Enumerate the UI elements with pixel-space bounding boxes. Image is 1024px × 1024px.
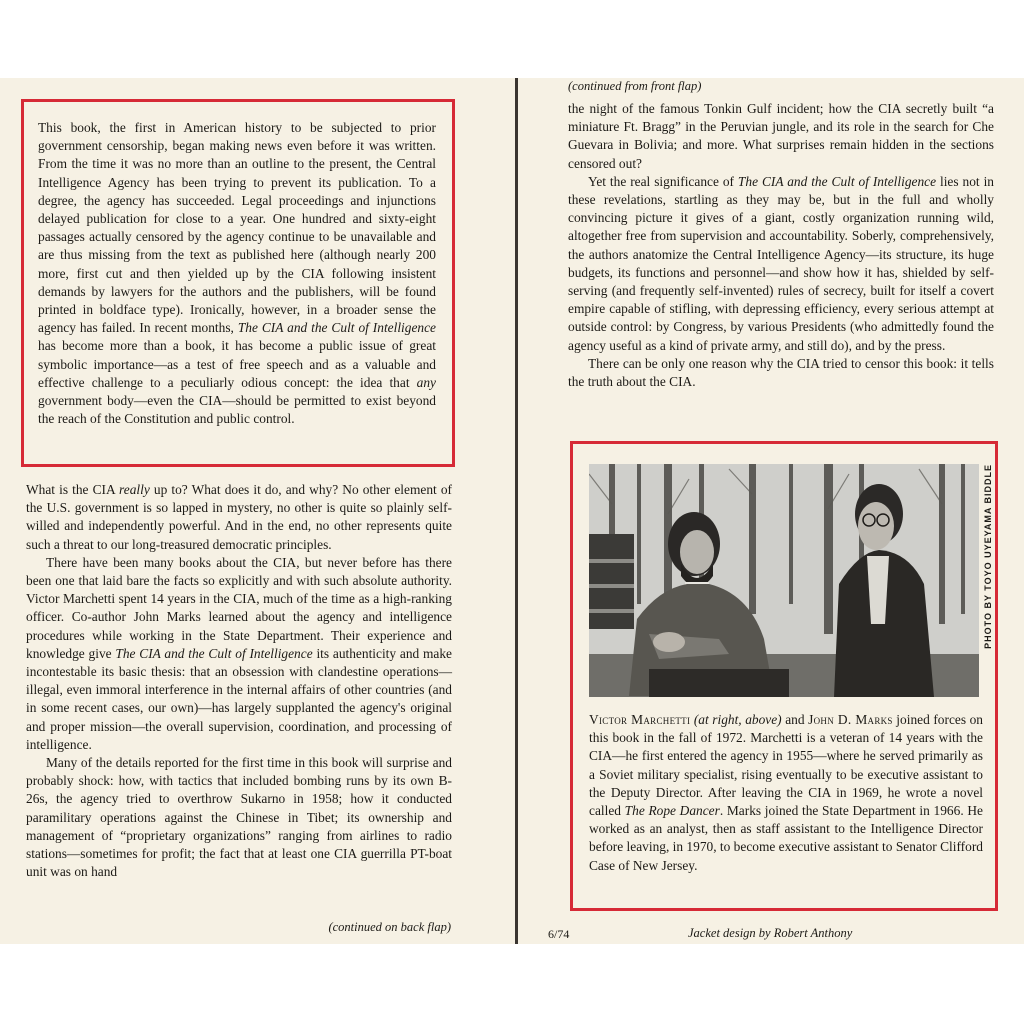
book-title-italic: The CIA and the Cult of Intelligence (237, 320, 436, 336)
author-photo-box (570, 441, 998, 911)
intro-paragraph: This book, the first in American history to be subjected to prior government censorship, began making news even before it was written. From the time it was no more than an outline to the present, the Central Intelligence Agency has been trying to prevent its publication. To a degree, the agency has succeeded. Legal proceedings and injunctions delayed publication for close to a year. One hundred and sixty-eight passages actually censored by the agency continue to be unavailable and are thus missing from the text as published here (although nearly 200 more, first cut and then yielded up by the CIA following insistent demands by lawyers for the authors and the publishers, will be found printed in boldface type). Ironically, however, in a broader sense the agency has failed. In recent months, The CIA and the Cult of Intelligence has become more than a book, it has become a public issue of great symbolic importance—as a test of free speech and as a valuable and effective challenge to a peculiarly odious concept: the idea that any government body—even the CIA—should be permitted to exist beyond the reach of the Constitution and public control. (38, 120, 436, 427)
body-paragraph: What is the CIA really up to? What does it do, and why? No other element of the U.S. government is so lapped in mystery, no other is quite so plainly self-willed and independently powerful. And in the end, no other represents quite such a threat to our long-treasured democratic principles. (26, 482, 452, 552)
front-flap-page (0, 78, 515, 944)
body-paragraph: Yet the real significance of The CIA and the Cult of Intelligence lies not in these revelations, startling as they may be, but in the full and wholly convincing picture it gives of a giant, costly organization running wild, altogether free from supervision and accountability. Soberly, comprehensively, the authors anatomize the Central Intelligence Agency—its structure, its huge budgets, its functions and personnel—and show how it has, shielded by self-serving (and frequently self-invented) rules of secrecy, built for itself a covert empire capable of stifling, with depressing efficiency, every serious attempt at outside control: by Congress, by various Presidents (who admittedly found the agency useful as a kind of private army, and still do), and by the press. (568, 173, 994, 353)
body-paragraph: There have been many books about the CIA, but never before has there been one that laid bare the facts so explicitly and with such absolute authority. Victor Marchetti spent 14 years in the CIA, much of the time as a high-ranking officer. Co-author John Marks learned about the agency and intelligence procedures while working in the State Department. Their experience and knowledge give The CIA and the Cult of Intelligence its authenticity and make incontestable its basic thesis: that an obsession with clandestine operations—illegal, even immoral interference in the internal affairs of other countries (and in some recent cases, our own)—has largely supplanted the agency's original and proper mission—the overall supervision, coordination, and processing of intelligence. (26, 554, 452, 752)
author-name: John D. Marks (808, 712, 893, 727)
author-photo (589, 464, 979, 697)
photo-credit: PHOTO BY TOYO UYEYAMA BIDDLE (983, 464, 993, 649)
back-flap-body (568, 100, 994, 391)
novel-title: The Rope Dancer (624, 803, 720, 819)
body-paragraph: the night of the famous Tonkin Gulf incident; how the CIA secretly built “a miniature Ft. Bragg” in the Peruvian jungle, and its role in the search for Che Guevara in Bolivia; and more. What surprises remain hidden in the sections censored out? (568, 101, 994, 171)
author-name: Victor Marchetti (589, 712, 691, 727)
back-flap-page (518, 78, 1024, 944)
photo-illustration (589, 464, 979, 697)
date-code: 6/74 (548, 927, 570, 941)
body-paragraph: Many of the details reported for the first time in this book will surprise and probably shock: how, with tactics that included bombing runs by its own B-26s, the agency tried to overthrow Sukarno in 1958; how it conducted paramilitary operations against the Chinese in Tibet; its ownership and management of “proprietary organizations” ranging from airlines to radio stations—sometimes for profit; the fact that at least one CIA guerrilla PT-boat unit was on hand (26, 755, 452, 880)
intro-boxed-text (21, 99, 455, 467)
continued-on-back-flap: (continued on back flap) (328, 920, 451, 934)
front-flap-body (26, 481, 452, 881)
jacket-design-credit: Jacket design by Robert Anthony (688, 926, 853, 940)
body-paragraph: There can be only one reason why the CIA tried to censor this book: it tells the truth about the CIA. (568, 355, 994, 390)
photo-caption: Victor Marchetti (at right, above) and John D. Marks joined forces on this book in the fall of 1972. Marchetti is a veteran of 14 years with the CIA—he first entered the agency in 1955—where he served primarily as a Soviet military specialist, rising eventually to be executive assistant to the Deputy Director. After leaving the CIA in 1969, he wrote a novel called The Rope Dancer. Marks joined the State Department in 1966. He worked as an analyst, then as staff assistant to the Intelligence Director before leaving, in 1970, to become executive assistant to Senator Clifford Case of New Jersey. (589, 712, 983, 873)
continued-from-front-flap: (continued from front flap) (568, 79, 702, 93)
